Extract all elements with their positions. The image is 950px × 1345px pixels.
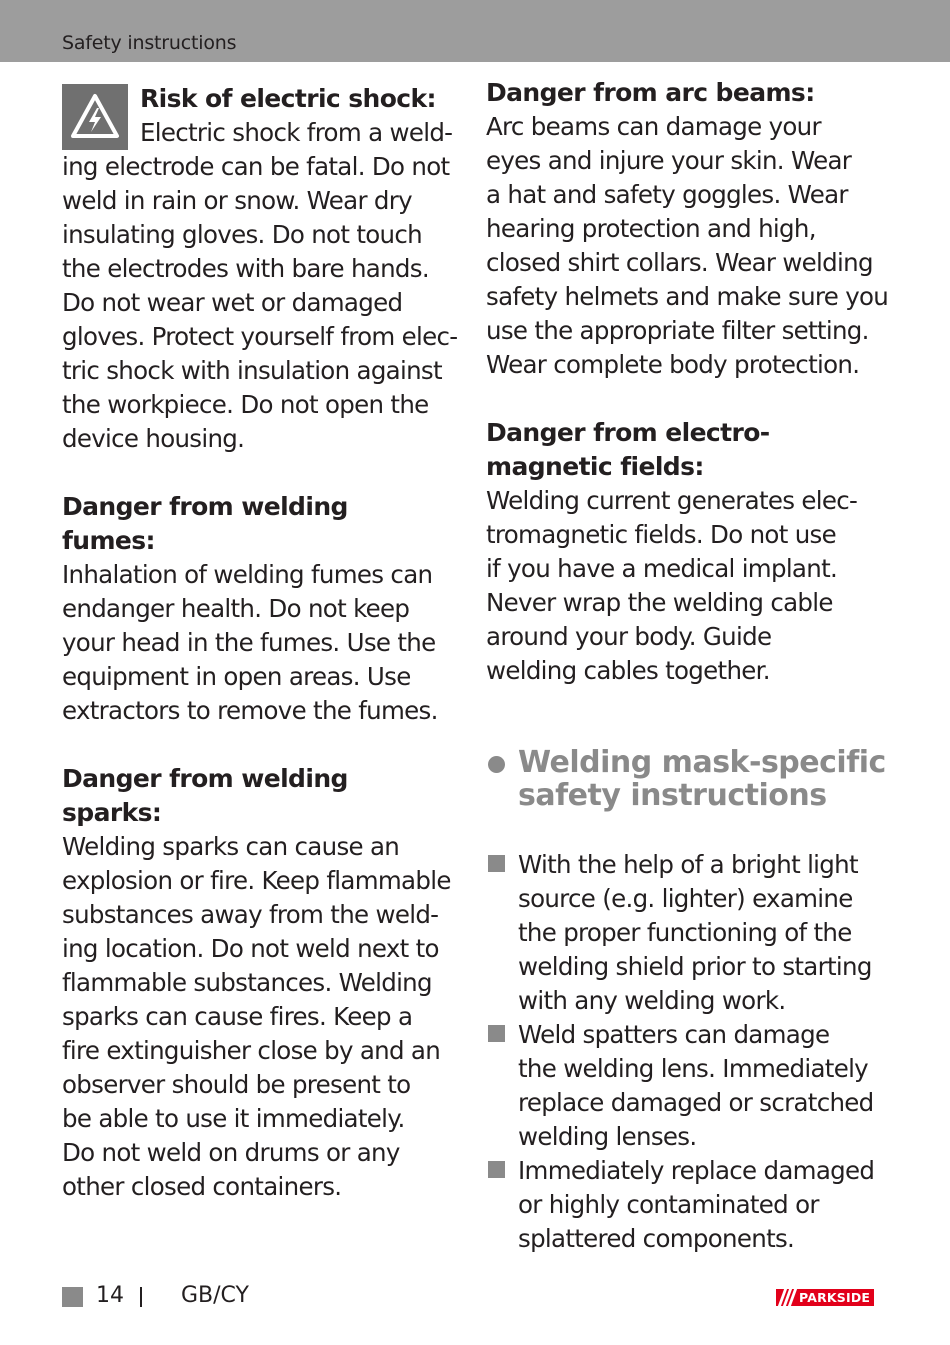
text-line: With the help of a bright light: [518, 850, 858, 879]
text-line: tric shock with insulation against: [62, 356, 442, 385]
text-line: the electrodes with bare hands.: [62, 254, 429, 283]
text-line: Weld spatters can damage: [518, 1020, 830, 1049]
left-column: [62, 78, 466, 1238]
list-item: [486, 1018, 890, 1154]
text-line: around your body. Guide: [486, 622, 772, 651]
text-line: observer should be present to: [62, 1070, 411, 1099]
text-line: closed shirt collars. Wear welding: [486, 248, 873, 277]
electric-shock-section: [62, 82, 466, 456]
list-item: [486, 1154, 890, 1256]
square-bullet-icon: [488, 1025, 505, 1042]
text-line: with any welding work.: [518, 986, 786, 1015]
text-line: or highly contaminated or: [518, 1190, 819, 1219]
arc-beams-heading: Danger from arc beams:: [486, 78, 815, 107]
heading-line: sparks:: [62, 798, 162, 827]
right-column: [486, 76, 890, 1256]
em-fields-heading: [486, 416, 890, 484]
text-line: device housing.: [62, 424, 245, 453]
text-line: tromagnetic fields. Do not use: [486, 520, 836, 549]
text-line: welding cables together.: [486, 656, 770, 685]
arc-beams-section: [486, 76, 890, 382]
electric-shock-heading: Risk of electric shock:: [140, 84, 436, 113]
text-line: welding shield prior to starting: [518, 952, 872, 981]
em-fields-text: [486, 484, 890, 688]
text-line: Welding sparks can cause an: [62, 832, 400, 861]
text-line: ing electrode can be fatal. Do not: [62, 152, 450, 181]
text-line: Welding current generates elec-: [486, 486, 858, 515]
text-line: replace damaged or scratched: [518, 1088, 874, 1117]
welding-sparks-section: [62, 762, 466, 1204]
text-line: equipment in open areas. Use: [62, 662, 411, 691]
text-line: source (e.g. lighter) examine: [518, 884, 853, 913]
text-line: use the appropriate filter setting.: [486, 316, 869, 345]
text-line: extractors to remove the fumes.: [62, 696, 438, 725]
welding-mask-section: [486, 746, 890, 1256]
footer-divider: [140, 1287, 142, 1307]
text-line: Electric shock from a weld-: [140, 118, 453, 147]
high-voltage-warning-icon: [62, 84, 128, 150]
page-header: [0, 0, 950, 62]
text-line: gloves. Protect yourself from elec-: [62, 322, 458, 351]
text-line: the proper functioning of the: [518, 918, 852, 947]
text-line: other closed containers.: [62, 1172, 342, 1201]
text-line: weld in rain or snow. Wear dry: [62, 186, 412, 215]
footer-square-icon: [62, 1287, 83, 1307]
heading-line: magnetic fields:: [486, 452, 704, 481]
text-line: flammable substances. Welding: [62, 968, 432, 997]
logo-stripes-icon: [776, 1289, 798, 1306]
square-bullet-icon: [488, 855, 505, 872]
text-line: eyes and injure your skin. Wear: [486, 146, 852, 175]
text-line: the workpiece. Do not open the: [62, 390, 429, 419]
text-line: a hat and safety goggles. Wear: [486, 180, 848, 209]
welding-sparks-heading: [62, 762, 466, 830]
section-title: [486, 746, 890, 812]
text-line: Do not wear wet or damaged: [62, 288, 403, 317]
text-line: Wear complete body protection.: [486, 350, 860, 379]
text-line: Arc beams can damage your: [486, 112, 821, 141]
welding-fumes-heading: [62, 490, 466, 558]
text-line: your head in the fumes. Use the: [62, 628, 436, 657]
brand-name: PARKSIDE: [799, 1290, 871, 1305]
welding-sparks-text: [62, 830, 466, 1204]
welding-fumes-section: [62, 490, 466, 728]
arc-beams-text: [486, 110, 890, 382]
list-item: [486, 848, 890, 1018]
text-line: Never wrap the welding cable: [486, 588, 833, 617]
heading-line: Danger from welding: [62, 764, 348, 793]
text-line: if you have a medical implant.: [486, 554, 838, 583]
text-line: sparks can cause fires. Keep a: [62, 1002, 413, 1031]
text-line: explosion or fire. Keep flammable: [62, 866, 451, 895]
title-line: Welding mask-specific: [518, 745, 886, 780]
text-line: endanger health. Do not keep: [62, 594, 410, 623]
title-line: safety instructions: [518, 778, 827, 813]
heading-line: Danger from welding: [62, 492, 348, 521]
text-line: fire extinguisher close by and an: [62, 1036, 441, 1065]
region-code: GB/CY: [181, 1283, 249, 1308]
text-line: ing location. Do not weld next to: [62, 934, 439, 963]
header-title: Safety instructions: [62, 32, 237, 54]
text-line: insulating gloves. Do not touch: [62, 220, 422, 249]
welding-fumes-text: [62, 558, 466, 728]
heading-line: Danger from electro-: [486, 418, 770, 447]
page-number: 14: [96, 1283, 124, 1308]
text-line: be able to use it immediately.: [62, 1104, 405, 1133]
mask-bullet-list: [486, 848, 890, 1256]
text-line: Immediately replace damaged: [518, 1156, 875, 1185]
text-line: hearing protection and high,: [486, 214, 816, 243]
text-line: the welding lens. Immediately: [518, 1054, 868, 1083]
text-line: Inhalation of welding fumes can: [62, 560, 433, 589]
text-line: welding lenses.: [518, 1122, 697, 1151]
square-bullet-icon: [488, 1161, 505, 1178]
bullet-dot-icon: [488, 756, 505, 773]
parkside-logo: [776, 1289, 874, 1306]
text-line: splattered components.: [518, 1224, 795, 1253]
em-fields-section: [486, 416, 890, 688]
text-line: safety helmets and make sure you: [486, 282, 889, 311]
heading-line: fumes:: [62, 526, 155, 555]
text-line: substances away from the weld-: [62, 900, 439, 929]
text-line: Do not weld on drums or any: [62, 1138, 400, 1167]
electric-shock-text: [62, 116, 466, 456]
